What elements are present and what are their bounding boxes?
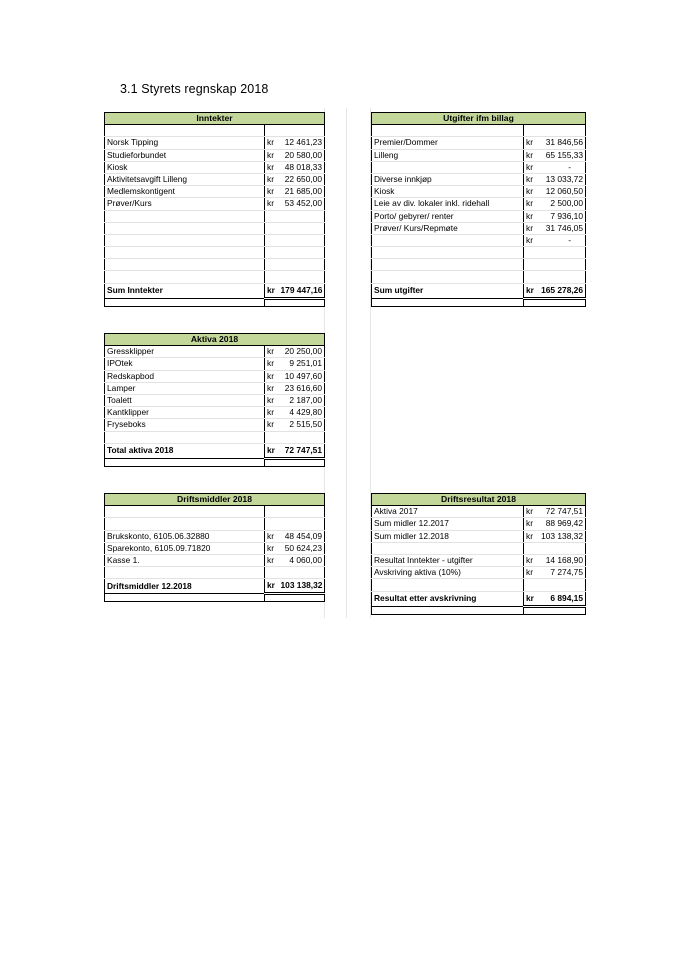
row-value: 21 685,00 — [279, 186, 325, 198]
driftsresultat-table — [371, 493, 586, 615]
table-row — [105, 186, 325, 198]
row-label: Toalett — [105, 394, 265, 406]
utgifter-header: Utgifter ifm billag — [372, 113, 586, 125]
row-label: Diverse innkjøp — [372, 173, 524, 185]
utgifter-table — [371, 112, 586, 307]
row-label: Kiosk — [372, 186, 524, 198]
row-label: Porto/ gebyrer/ renter — [372, 210, 524, 222]
row-label: Lamper — [105, 382, 265, 394]
row-value: 7 936,10 — [538, 210, 586, 222]
row-label: Aktivitetsavgift Lilleng — [105, 173, 265, 185]
currency-label: kr — [265, 137, 279, 149]
row-value: 31 846,56 — [538, 137, 586, 149]
row-label: Leie av div. lokaler inkl. ridehall — [372, 198, 524, 210]
row-label: Sparekonto, 6105.09.71820 — [105, 542, 265, 554]
currency-label: kr — [524, 222, 538, 234]
row-value: 12 461,23 — [279, 137, 325, 149]
table-row — [105, 358, 325, 370]
table-row — [105, 542, 325, 554]
aktiva-table — [104, 333, 325, 467]
currency-label: kr — [265, 198, 279, 210]
row-value: 48 454,09 — [279, 530, 325, 542]
row-label: Kasse 1. — [105, 554, 265, 566]
row-label: Prøver/ Kurs/Repmøte — [372, 222, 524, 234]
currency-label: kr — [524, 234, 538, 246]
row-value: 88 969,42 — [538, 518, 586, 530]
inntekter-table — [104, 112, 325, 307]
table-row — [105, 370, 325, 382]
row-label: Resultat Inntekter - utgifter — [372, 554, 524, 566]
row-label: Studieforbundet — [105, 149, 265, 161]
currency-label: kr — [265, 358, 279, 370]
currency-label: kr — [265, 419, 279, 431]
row-label: Lilleng — [372, 149, 524, 161]
driftsmiddler-header: Driftsmiddler 2018 — [105, 494, 325, 506]
row-value: 48 018,33 — [279, 161, 325, 173]
table-row — [372, 506, 586, 518]
table-row — [105, 554, 325, 566]
table-row — [372, 137, 586, 149]
currency-label: kr — [265, 346, 279, 358]
driftsmiddler-table — [104, 493, 325, 602]
sum-row — [105, 579, 325, 594]
aktiva-header: Aktiva 2018 — [105, 334, 325, 346]
table-row — [372, 210, 586, 222]
currency-label: kr — [265, 161, 279, 173]
sum-label: Total aktiva 2018 — [105, 443, 265, 458]
table-row — [105, 382, 325, 394]
table-row — [372, 518, 586, 530]
currency-label: kr — [524, 518, 538, 530]
row-value: 13 033,72 — [538, 173, 586, 185]
row-value: 22 650,00 — [279, 173, 325, 185]
row-value: 7 274,75 — [538, 567, 586, 579]
currency-label: kr — [265, 283, 279, 298]
currency-label: kr — [265, 149, 279, 161]
table-row — [372, 173, 586, 185]
row-value: 14 168,90 — [538, 554, 586, 566]
currency-label: kr — [265, 554, 279, 566]
row-value: 23 616,60 — [279, 382, 325, 394]
currency-label: kr — [524, 149, 538, 161]
currency-label: kr — [265, 579, 279, 594]
currency-label: kr — [524, 567, 538, 579]
table-row — [372, 554, 586, 566]
row-value: 50 624,23 — [279, 542, 325, 554]
row-value: 31 746,05 — [538, 222, 586, 234]
table-row — [372, 161, 586, 173]
row-label: Fryseboks — [105, 419, 265, 431]
table-row — [105, 198, 325, 210]
currency-label: kr — [524, 210, 538, 222]
table-row — [105, 530, 325, 542]
sum-row — [372, 283, 586, 298]
grid-line — [346, 108, 347, 618]
sum-value: 165 278,26 — [538, 283, 586, 298]
currency-label: kr — [265, 370, 279, 382]
row-value: - — [538, 161, 586, 173]
sum-row — [372, 591, 586, 606]
row-label: Premier/Dommer — [372, 137, 524, 149]
table-row — [105, 346, 325, 358]
row-value: 2 515,50 — [279, 419, 325, 431]
row-label: Redskapbod — [105, 370, 265, 382]
row-label: Norsk Tipping — [105, 137, 265, 149]
currency-label: kr — [265, 186, 279, 198]
currency-label: kr — [524, 591, 538, 606]
table-row — [105, 137, 325, 149]
row-label: Kiosk — [105, 161, 265, 173]
row-value: 10 497,60 — [279, 370, 325, 382]
sum-label: Sum Inntekter — [105, 283, 265, 298]
sum-value: 103 138,32 — [279, 579, 325, 594]
driftsresultat-header: Driftsresultat 2018 — [372, 494, 586, 506]
table-row — [105, 419, 325, 431]
table-row — [372, 234, 586, 246]
table-row — [372, 186, 586, 198]
table-row — [105, 407, 325, 419]
sum-label: Sum utgifter — [372, 283, 524, 298]
row-value: 2 187,00 — [279, 394, 325, 406]
row-label — [372, 234, 524, 246]
row-label: Gressklipper — [105, 346, 265, 358]
row-value: 4 429,80 — [279, 407, 325, 419]
row-value: 2 500,00 — [538, 198, 586, 210]
sum-value: 6 894,15 — [538, 591, 586, 606]
currency-label: kr — [265, 382, 279, 394]
table-row — [372, 149, 586, 161]
row-label: Sum midler 12.2017 — [372, 518, 524, 530]
currency-label: kr — [524, 161, 538, 173]
currency-label: kr — [265, 394, 279, 406]
table-row — [105, 394, 325, 406]
row-label: Avskriving aktiva (10%) — [372, 567, 524, 579]
sum-value: 179 447,16 — [279, 283, 325, 298]
row-value: 103 138,32 — [538, 530, 586, 542]
currency-label: kr — [524, 283, 538, 298]
row-label — [372, 161, 524, 173]
currency-label: kr — [265, 530, 279, 542]
inntekter-header: Inntekter — [105, 113, 325, 125]
sum-value: 72 747,51 — [279, 443, 325, 458]
row-label: IPOtek — [105, 358, 265, 370]
row-value: 12 060,50 — [538, 186, 586, 198]
table-row — [372, 198, 586, 210]
currency-label: kr — [265, 407, 279, 419]
row-value: 72 747,51 — [538, 506, 586, 518]
currency-label: kr — [524, 186, 538, 198]
currency-label: kr — [265, 443, 279, 458]
row-value: 53 452,00 — [279, 198, 325, 210]
row-value: 4 060,00 — [279, 554, 325, 566]
table-row — [105, 149, 325, 161]
sum-row — [105, 283, 325, 298]
row-value: 20 250,00 — [279, 346, 325, 358]
currency-label: kr — [524, 506, 538, 518]
row-value: 9 251,01 — [279, 358, 325, 370]
row-label: Sum midler 12.2018 — [372, 530, 524, 542]
sum-row — [105, 443, 325, 458]
currency-label: kr — [524, 173, 538, 185]
table-row — [372, 567, 586, 579]
currency-label: kr — [265, 542, 279, 554]
currency-label: kr — [524, 198, 538, 210]
currency-label: kr — [265, 173, 279, 185]
row-label: Aktiva 2017 — [372, 506, 524, 518]
row-value: 20 580,00 — [279, 149, 325, 161]
table-row — [105, 161, 325, 173]
page-title: 3.1 Styrets regnskap 2018 — [120, 82, 269, 96]
currency-label: kr — [524, 554, 538, 566]
row-value: 65 155,33 — [538, 149, 586, 161]
sum-label: Driftsmiddler 12.2018 — [105, 579, 265, 594]
row-value: - — [538, 234, 586, 246]
table-row — [372, 530, 586, 542]
sum-label: Resultat etter avskrivning — [372, 591, 524, 606]
row-label: Prøver/Kurs — [105, 198, 265, 210]
row-label: Medlemskontigent — [105, 186, 265, 198]
currency-label: kr — [524, 137, 538, 149]
table-row — [372, 222, 586, 234]
currency-label: kr — [524, 530, 538, 542]
row-label: Brukskonto, 6105.06.32880 — [105, 530, 265, 542]
table-row — [105, 173, 325, 185]
row-label: Kantklipper — [105, 407, 265, 419]
